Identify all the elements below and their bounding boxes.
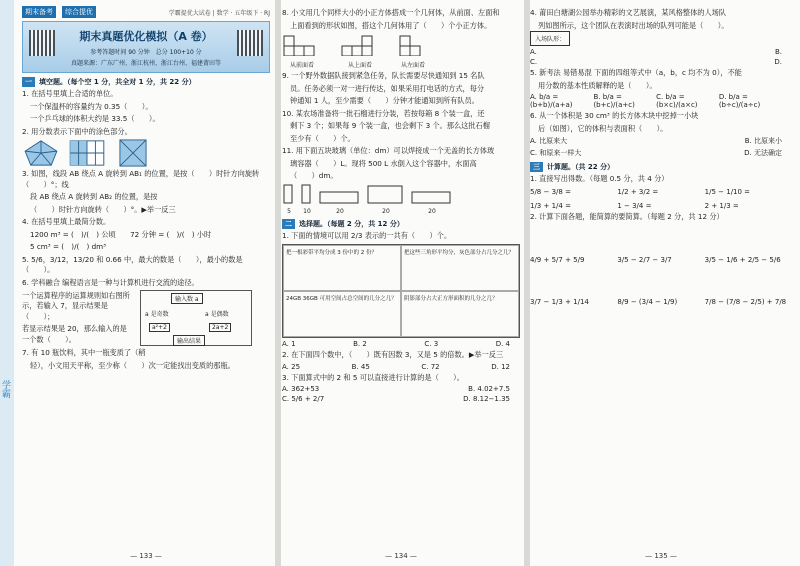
q8-b: 上面看到的形状如图，搭这个几何体用了（ ）个小正方体。 <box>290 20 492 30</box>
c6-b: 后（如图），它的体积与表面积（ ）。 <box>538 123 668 133</box>
q5: 5. 5/6，3/12，13/20 和 0.66 中，最大的数是（ ），最小的数是（ ）。 <box>22 254 243 274</box>
page-number: — 135 — <box>645 552 677 560</box>
qr-code-left-icon <box>29 30 55 56</box>
section-choice: 二 选择题。（每题 2 分，共 12 分） <box>282 219 520 229</box>
q3-c: （ ）时针方向旋转（ ）°。▶举一反三 <box>30 204 176 214</box>
pentagon-figure <box>22 139 60 167</box>
title-banner <box>22 21 270 73</box>
page-135: 4. 莆田白塘湖公园举办精彩的文艺展演，某风格整体的人场队 列如图所示，这个团队在表演时出场的队列可能是（ ）。 入场队形： A. B. C. D. 5. 新考法 易错易混 下面的四组等式中（a，b，c 均不为 0），不能 用分数的基本性质解释的是（ ）。 A. b/a = (b+b)/(a+a) B. b/a = (b+c)/(a+c) C. b/a = (b×c)/(a×c) D. b/a = (b÷c)/(a÷c) 6. 从一个体积是 30 cm³ 的长方体木块中挖掉一小块 后（如图），它的体积与表面积（ ）。 A. 比原来大 B. 比原来小 C. 和原来一样大 D. 无法确定 三 计算题。（共 22 分） 1. 直接写出得数。（每题 0.5 分，共 4 分） 5/8 − 3/8 = 1/2 + 3/2 = 1/5 − 1/10 = 1/3 + 1/4 = 1 − 3/4 = 2 + 1/3 = 2. 计算下面各题，能简算的要简算。（每题 2 分，共 12 分） 4/9 + 5/7 + 5/9 3/5 − 2/7 − 3/7 3/5 − 1/6 + 2/5 − 5/6 3/7 − 1/3 + 1/14 8/9 − (3/4 − 1/9) 7/8 − (7/8 − 2/5) + 7/8 — 135 — <box>530 6 792 560</box>
header-tag <box>22 6 270 18</box>
view-left: 从左面看 <box>398 34 428 69</box>
q2-figures <box>22 139 270 167</box>
page-134 <box>282 6 520 560</box>
q10-c: 至少有（ ）个。 <box>290 133 355 143</box>
c2: 2. 在下面四个数中，（ ）既有因数 3，又是 5 的倍数。▶举一反三 <box>282 350 504 359</box>
c1-grid: 把一根彩带平均分成 3 份中的 2 份？ 把这些三角形平均分，灰色部分占几分之几？ 24GB 36GB 可用空间占总空间的几分之几？ 阴影部分占大正方形面积的几分之几？ <box>282 244 520 338</box>
rectangle-figure <box>68 139 106 167</box>
flow-branch-left: a 是奇数 <box>145 311 169 318</box>
q10: 10. 某农场准备将一批石榴进行分装，若按每箱 8 个装一盒，还 <box>282 108 485 118</box>
page-number: — 133 — <box>130 552 162 560</box>
q6-body <box>22 288 270 346</box>
q3-b: 段 AB 绕点 A 旋转到 AB₂ 的位置，是按 <box>30 192 158 201</box>
q11-b: 璃容器（ ）L。现将 500 L 水倒入这个容器中，水面高 <box>290 158 477 168</box>
q2: 2. 用分数表示下面中的涂色部分。 <box>22 126 132 136</box>
flow-op-left: a²+2 <box>149 323 170 332</box>
q10-b: 剩下 3 个；如果每 9 个装一盒，也会剩下 3 个。那么这批石榴 <box>290 121 490 130</box>
c3: 3. 下面算式中的 2 和 5 可以直接进行计算的是（ ）。 <box>282 372 464 382</box>
left-edge-strip <box>0 0 14 566</box>
c3-options-1: A. 362+53 B. 4.02+7.5 <box>282 385 510 393</box>
q6: 6. 学科融合 编程语言是一种与计算机进行交流的途径。 <box>22 277 199 287</box>
badge-1: 期末备考 <box>22 6 56 18</box>
q3: 3. 如图，线段 AB 绕点 A 旋转到 AB₁ 的位置，是按（ ）时针方向旋转（ ）°；线 <box>22 169 260 189</box>
flow-op-right: 2a+2 <box>209 323 231 332</box>
section-title: 填空题。（每个空 1 分，共全对 1 分，共 22 分） <box>39 78 196 86</box>
q7-b: 轻），小文用天平称，至少称（ ）次一定能找出变质的那瓶。 <box>30 360 235 370</box>
q8: 8. 小文用几个同样大小的小正方体搭成一个几何体，从前面、左面和 <box>282 8 500 17</box>
q9-b: 员。任务必须一对一进行传达，如果采用打电话的方式，每分 <box>290 83 485 93</box>
q1-a: 一个保温杯的容量约为 0.35（ ）。 <box>30 101 153 111</box>
calc2: 2. 计算下面各题，能简算的要简算。（每题 2 分，共 12 分） <box>530 211 724 221</box>
c6-options-1: A. 比原来大 B. 比原来小 <box>530 137 782 145</box>
calc1: 1. 直接写出得数。（每题 0.5 分，共 4 分） <box>530 174 669 183</box>
c3-options-2: C. 5/6 + 2/7 D. 8.12−1.35 <box>282 395 510 403</box>
square-figure <box>114 139 152 167</box>
c5-options: A. b/a = (b+b)/(a+a) B. b/a = (b+c)/(a+c) C. b/a = (b×c)/(a×c) D. b/a = (b÷c)/(a÷c) <box>530 93 761 109</box>
q7: 7. 有 10 瓶饮料，其中一瓶变质了（稍 <box>22 348 146 357</box>
calc2-grid-2: 3/7 − 1/3 + 1/14 8/9 − (3/4 − 1/9) 7/8 − (7/8 − 2/5) + 7/8 <box>530 298 787 306</box>
section-label: 一 <box>22 77 35 87</box>
badge-2: 综合提优 <box>62 6 96 18</box>
q4-a: 1200 m³ = ( )/( ) 公顷 72 分钟 = ( )/( ) 小时 <box>30 229 212 239</box>
q9-c: 钟通知 1 人，至少需要（ ）分钟才能通知到所有队员。 <box>290 96 479 105</box>
flow-output: 输出结果 <box>173 335 205 346</box>
q11-c: （ ）dm。 <box>290 171 338 180</box>
page-title: 期末真题优化模拟（A 卷） <box>79 30 213 43</box>
c4: 4. 莆田白塘湖公园举办精彩的文艺展演，某风格整体的人场队 <box>530 8 727 17</box>
q1: 1. 在括号里填上合适的单位。 <box>22 89 118 98</box>
q1-b: 一个乒乓球的体积大约是 33.5（ ）。 <box>30 114 160 123</box>
view-front: 从前面看 <box>282 34 322 69</box>
q6-a: 一个运算程序的运算规则如右图所示，若输入 7，显示结果是（ ）； <box>22 290 130 321</box>
calc2-grid: 4/9 + 5/7 + 5/9 3/5 − 2/7 − 3/7 3/5 − 1/6 + 2/5 − 5/6 <box>530 256 781 264</box>
c2-options: A. 25 B. 45 C. 72 D. 12 <box>282 362 510 371</box>
q8-views <box>282 34 520 69</box>
queue-box: 入场队形： <box>530 31 570 46</box>
series-label: 学霸提优大试卷 | 数学 · 五年级下 · RJ <box>168 9 270 17</box>
c5: 5. 新考法 易错易混 下面的四组等式中（a，b，c 均不为 0），不能 <box>530 68 742 77</box>
view-top: 从上面看 <box>340 34 380 69</box>
section-fill <box>22 77 270 87</box>
qr-code-right-icon <box>237 30 263 56</box>
page-number: — 134 — <box>385 552 417 560</box>
c5-b: 用分数的基本性质解释的是（ ）。 <box>538 80 657 90</box>
c4-b: 列如图所示，这个团队在表演时出场的队列可能是（ ）。 <box>538 20 729 30</box>
section-calc: 三 计算题。（共 22 分） <box>530 162 792 172</box>
flow-branch-right: a 是偶数 <box>205 311 229 318</box>
c1-options: A. 1 B. 2 C. 3 D. 4 <box>282 340 510 348</box>
c1: 1. 下面的情境可以用 2/3 表示的一共有（ ）个。 <box>282 230 452 240</box>
flowchart <box>140 290 252 346</box>
c6: 6. 从一个体积是 30 cm³ 的长方体木块中挖掉一小块 <box>530 111 699 120</box>
exam-info: 参考答题时间 90 分钟 总分 100+10 分 <box>90 49 202 56</box>
c4-figure <box>530 31 792 46</box>
region-info: 真题来源：广东广州、浙江杭州、浙江台州、福建莆田等 <box>70 60 221 67</box>
c6-options-2: C. 和原来一样大 D. 无法确定 <box>530 149 782 157</box>
q9: 9. 一个野外数据队接到紧急任务，队长需要尽快通知到 15 名队 <box>282 71 485 80</box>
q6-b: 若显示结果是 20，那么输入的是一个数（ ）。 <box>22 324 127 344</box>
q4-b: 5 cm³ = ( )/( ) dm³ <box>30 242 107 251</box>
q11: 11. 用下面五块玻璃（单位：dm）可以焊接成一个无盖的长方体玻 <box>282 146 495 155</box>
calc1-grid: 5/8 − 3/8 = 1/2 + 3/2 = 1/5 − 1/10 = 1/3 + 1/4 = 1 − 3/4 = 2 + 1/3 = <box>530 187 751 210</box>
flow-input: 输入数 a <box>171 293 203 304</box>
page-gutter <box>275 0 281 566</box>
q4: 4. 在括号里填上最简分数。 <box>22 217 111 226</box>
edge-text: 学霸 <box>0 380 10 398</box>
q11-boxes: 5 10 20 20 20 <box>282 184 520 215</box>
page-133 <box>22 6 270 560</box>
c4-options: A. B. <box>530 48 782 56</box>
